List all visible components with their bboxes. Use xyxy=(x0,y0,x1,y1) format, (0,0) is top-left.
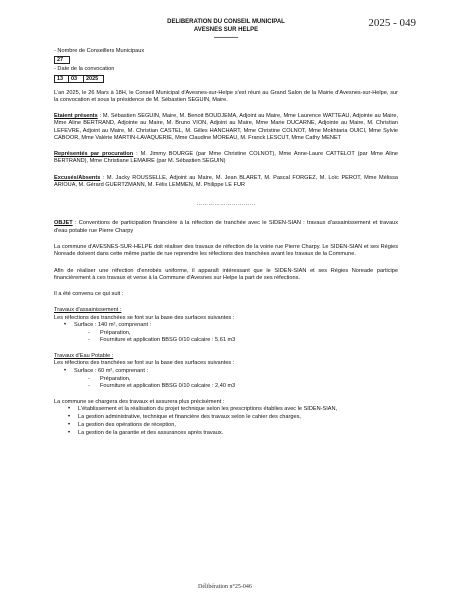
conseillers-value: 27 xyxy=(54,56,70,64)
eau-section xyxy=(54,353,398,390)
procuration-text: : M. Jimmy BOURGE (par Mme Christine COLNOT), Mme Anne-Laure CATTELOT (par Mme Aline BERTRAND), Mme Christiane LEMAIRE (par M. Sébastien SEGUIN) xyxy=(54,151,398,165)
deliberation-reference: 2025 - 049 xyxy=(368,17,416,29)
commune-intro: La commune se chargera des travaux et assurera plus précisément : xyxy=(54,399,225,406)
date-month: 03 xyxy=(69,75,84,83)
assainissement-title: Travaux d'assainissement : xyxy=(54,307,122,314)
assainissement-surface: • Surface : 140 m², comprenant : xyxy=(64,321,152,328)
eau-title: Travaux d'Eau Potable : xyxy=(54,353,114,360)
intro-paragraph: L'an 2025, le 26 Mars à 18H, le Conseil Municipal d'Avesnes-sur-Helpe s'est réuni au Grand Salon de la Mairie d'Avesnes-sur-Helpe, sur la convocation et sous la présidence de M. Sébastien SEGUIN, Maire. xyxy=(54,89,398,103)
conseillers-label: - Nombre de Conseillers Municipaux xyxy=(54,48,145,54)
objet-paragraph xyxy=(54,220,398,235)
title-line-2: AVESNES SUR HELPE xyxy=(193,27,259,34)
excuses-text: : M. Jacky ROUSSELLE, Adjoint au Maire, M. Jean BLARET, M. Pascal FORGEZ, M. Loïc PEROT, Mme Mélissa ARIOUA, M. Gérard GUERTZMANN, M. Félix LEMMEN, M. Philippe LE FUR xyxy=(54,174,398,188)
title-rule: ———— xyxy=(214,35,238,42)
convenu-line: Il a été convenu ce qui suit : xyxy=(54,291,124,298)
objet-label: OBJET xyxy=(54,220,73,227)
objet-text: : Conventions de participation financière à la réfection de tranchée avec le SIDEN-SIAN : travaux d'assainissement et travaux d'eau potable rue Pierre Charpy xyxy=(54,220,398,234)
date-label: - Date de la convocation xyxy=(54,66,115,73)
procuration-label: Représentés par procuration xyxy=(54,151,134,158)
document-header xyxy=(54,17,416,46)
list-item: • L'établissement et la réalisation du projet technique selon les prescriptions établies avec le SIDEN-SIAN, xyxy=(68,406,338,413)
document-title xyxy=(114,18,338,42)
list-item: - Préparation, xyxy=(88,329,131,336)
presents-paragraph xyxy=(54,113,398,142)
excuses-paragraph xyxy=(54,175,398,190)
date-year: 2025 xyxy=(84,75,104,83)
assainissement-section xyxy=(54,307,398,344)
page-footer: Délibération n°25-046 xyxy=(198,584,252,591)
list-item: - Fourniture et application BBSG 0/10 calcaire : 2,40 m3 xyxy=(88,382,236,389)
excuses-label: Excusés/Absents xyxy=(54,174,101,181)
title-line-1: DELIBERATION DU CONSEIL MUNICIPAL xyxy=(167,19,285,25)
eau-surface: • Surface : 60 m², comprenant : xyxy=(64,367,148,374)
commune-section xyxy=(54,399,398,437)
list-item: • La gestion administrative, technique et financière des travaux selon le cahier des charges, xyxy=(68,414,301,421)
context-paragraph-2: Afin de réaliser une réfection d'enrobés uniforme, il apparaît intéressant que le SIDEN-SIAN et ses Régies Noreade participe financièrement à ces travaux et verse à la Commune d'Avesnes sur Helpe la part de ses réfections. xyxy=(54,267,398,281)
eau-intro: Les réfections des tranchées se font sur la base des surfaces suivantes : xyxy=(54,360,235,367)
date-day: 13 xyxy=(54,75,69,83)
list-item: • La gestion de la garantie et des assurances après travaux. xyxy=(68,429,224,436)
list-item: - Préparation, xyxy=(88,375,131,382)
procuration-paragraph xyxy=(54,151,398,166)
presents-text: : M. Sébastien SEGUIN, Maire, M. Benoit BOUDJEMA, Adjoint au Maire, Mme Laurence WATTEAU, Adjointe au Maire, Mme Aline BERTRAND, Adjointe au Maire, M. Bruno VION, Adjoint au Maire, Mme Marie DUCARNE, Adjointe au Maire, M. Christian LEFEVRE, Adjoint au Maire, M. Christian CASTEL, M. Gilles HANCHART, Mme Christine COLNOT, Mme Mokhtaria OUICI, Mme Sylvie CABOOR, Mme Valérie MARTIN-LAVAQUERIE, Mme Claudine MOREAU, M. Franck LESCUT, Mme Cathy MENET xyxy=(54,113,399,141)
list-item: - Fourniture et application BBSG 0/10 calcaire : 5.61 m3 xyxy=(88,336,236,343)
assainissement-intro: Les réfections des tranchées se font sur la base des surfaces suivantes : xyxy=(54,314,235,321)
counts-section xyxy=(54,48,398,83)
list-item: • La gestion des opérations de réception, xyxy=(68,421,176,428)
presents-label: Etaient présents xyxy=(54,113,98,120)
section-separator: ………………………… xyxy=(196,201,256,208)
context-paragraph-1: La commune d'AVESNES-SUR-HELPE doit réaliser des travaux de réfection de la voirie rue Pierre Charpy. Le SIDEN-SIAN et ses Régies Noreade doivent dans cette même partie de rue reprendre les réfections des tranchées avant les travaux de la Commune. xyxy=(54,243,398,258)
